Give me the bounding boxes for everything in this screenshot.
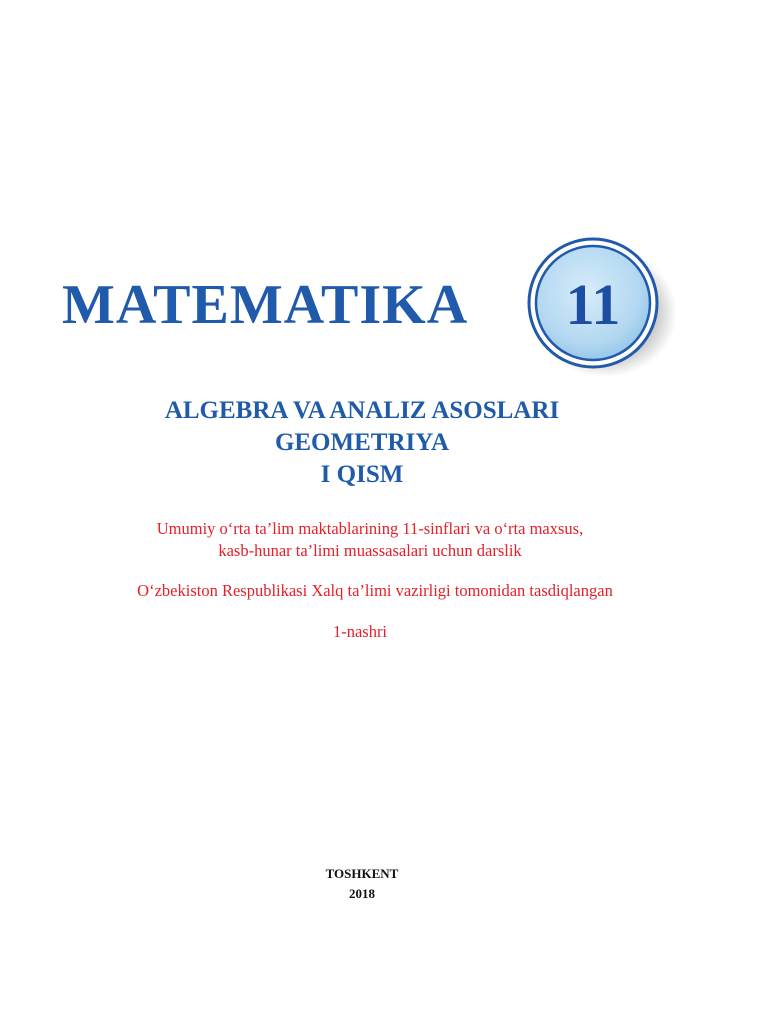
publication-city: TOSHKENT (325, 866, 399, 881)
grade-badge (515, 237, 675, 377)
edition-label: 1-nashri (332, 622, 388, 641)
grade-badge-graphic (515, 237, 675, 377)
publication-year: 2018 (349, 886, 375, 901)
subtitle-line: I QISM (320, 461, 404, 488)
subtitle-block (0, 395, 724, 491)
imprint (0, 864, 724, 904)
subtitle-line: GEOMETRIYA (274, 429, 450, 456)
subtitle-line: ALGEBRA VA ANALIZ ASOSLARI (164, 397, 560, 424)
approval-note: O‘zbekiston Respublikasi Xalq ta’limi vazirligi tomonidan tasdiqlangan (137, 581, 613, 600)
description-line: kasb-hunar ta’limi muassasalari uchun darslik (218, 541, 522, 560)
book-title: MATEMATIKA (62, 274, 469, 336)
grade-number: 11 (565, 272, 621, 337)
description-block (0, 518, 740, 562)
description-line: Umumiy o‘rta ta’lim maktablarining 11-sinflari va o‘rta maxsus, (156, 519, 584, 538)
